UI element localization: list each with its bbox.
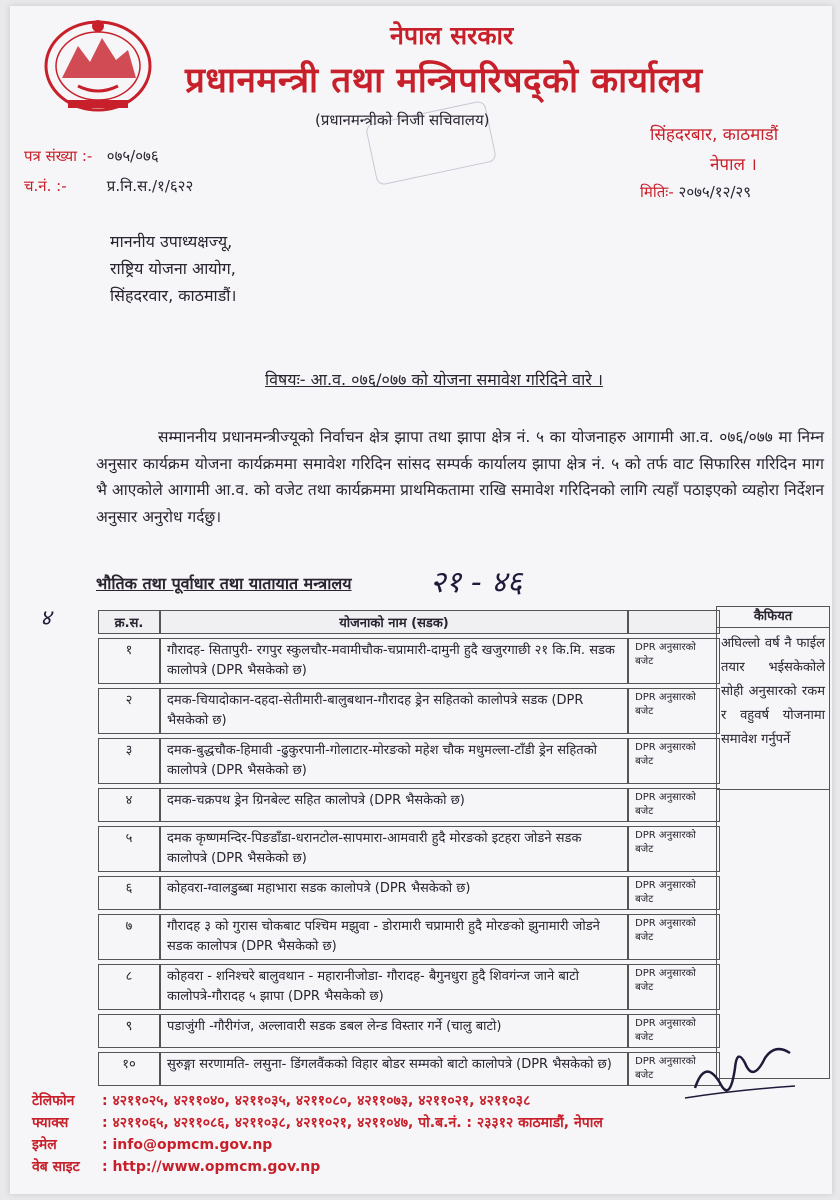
header-serial: क्र.स. [98, 610, 160, 634]
row-project-name: दमक-चियादोकान-दहदा-सेतीमारी-बालुबथान-गौरादह ड्रेन सहितको कालोपत्रे सडक (DPR भैसकेको छ) [160, 688, 628, 734]
table-row [98, 1052, 720, 1086]
table-row [98, 1014, 720, 1048]
row-project-name: कोहवरा-ग्वालडुब्बा महाभारा सडक कालोपत्रे (DPR भैसकेको छ) [160, 876, 628, 910]
secretariat-subtitle: (प्रधानमन्त्रीको निजी सचिवालय) [315, 111, 490, 129]
row-serial: ३ [98, 738, 160, 784]
addressee-line: सिंहदरवार, काठमाडौं। [110, 286, 237, 305]
row-status: DPR अनुसारको बजेट [628, 826, 720, 872]
office-address: सिंहदरबार, काठमाडौं [650, 125, 779, 145]
email-label: इमेल [32, 1137, 57, 1153]
row-project-name: पडाजुंगी -गौरीगंज, अल्लावारी सडक डबल लेन्ड विस्तार गर्ने (चालु बाटो) [160, 1014, 628, 1048]
website-label: वेब साइट [32, 1159, 80, 1175]
table-row [98, 826, 720, 872]
row-status: DPR अनुसारको बजेट [628, 738, 720, 784]
footer-fax [32, 1112, 603, 1134]
letter-page [10, 6, 832, 1194]
footer-email [32, 1134, 603, 1156]
table-row [98, 638, 720, 684]
table-row [98, 688, 720, 734]
row-serial: ९ [98, 1014, 160, 1048]
row-status: DPR अनुसारको बजेट [628, 788, 720, 822]
table-row [98, 876, 720, 910]
row-project-name: दमक-चक्रपथ ड्रेन ग्रिनबेल्ट सहित कालोपत्रे (DPR भैसकेको छ) [160, 788, 628, 822]
phone-value: : ४२११०२५, ४२११०४०, ४२११०३५, ४२११०८०, ४२११०७३, ४२११०२१, ४२११०३८ [102, 1093, 531, 1109]
letter-number-value: ०७५/०७६ [106, 147, 159, 165]
row-serial: १० [98, 1052, 160, 1086]
dispatch-number-label: च.नं. :- [24, 177, 67, 195]
dispatch-number [24, 176, 193, 196]
row-project-name: गौरादह- सितापुरी- रगपुर स्कुलचौर-मवामीचौक-चप्रामारी-दामुनी हुदै खजुरगाछी २१ कि.मि. सडक कालोपत्रे (DPR भैसकेको छ) [160, 638, 628, 684]
addressee-line: राष्ट्रिय योजना आयोग, [110, 259, 236, 278]
email-link[interactable]: : info@opmcm.gov.np [102, 1137, 273, 1153]
footer-contacts [32, 1090, 603, 1178]
row-serial: ६ [98, 876, 160, 910]
date-label: मितिः- [640, 183, 674, 201]
website-link[interactable]: : http://www.opmcm.gov.np [102, 1159, 321, 1175]
addressee-line: माननीय उपाध्यक्षज्यू, [110, 232, 233, 251]
row-serial: ५ [98, 826, 160, 872]
signature-icon [675, 1028, 805, 1108]
table-row [98, 964, 720, 1010]
date-value: २०७५/१२/२९ [678, 183, 752, 201]
row-status: DPR अनुसारको बजेट [628, 638, 720, 684]
ministry-heading: भौतिक तथा पूर्वाधार तथा यातायात मन्त्रालय [96, 574, 352, 593]
fax-value: : ४२११०६५, ४२११०८६, ४२११०३८, ४२११०२१, ४२११०४७, पो.ब.नं. : २३३१२ काठमाडौं, नेपाल [102, 1115, 603, 1131]
header-status [628, 610, 720, 634]
letter-date [640, 182, 751, 202]
dispatch-number-value: प्र.नि.स./१/६२२ [106, 177, 194, 195]
table-header-row [98, 610, 720, 634]
nepal-emblem-icon [38, 16, 158, 116]
row-serial: ८ [98, 964, 160, 1010]
letter-number-label: पत्र संख्या :- [24, 147, 93, 165]
letter-number [24, 146, 159, 166]
header-project-name: योजनाको नाम (सडक) [160, 610, 628, 634]
row-serial: २ [98, 688, 160, 734]
row-project-name: सुरुङ्गा सरणामति- लसुना- डिंगलवैंकको विहार बोडर सम्मको बाटो कालोपत्रे (DPR भैसकेको छ) [160, 1052, 628, 1086]
row-project-name: कोहवरा - शनिश्चरे बालुवथान - महारानीजोडा- गौरादह- बैगुनधुरा हुदै शिवगंन्ज जाने बाटो कालोपत्रे-गौरादह ५ झापा (DPR भैसकेको छ) [160, 964, 628, 1010]
row-status: DPR अनुसारको बजेट [628, 688, 720, 734]
handwritten-note: २१ - ४६ [430, 565, 523, 600]
footer-website [32, 1156, 603, 1178]
office-title: प्रधानमन्त्री तथा मन्त्रिपरिषद्को कार्यालय [185, 61, 703, 101]
row-serial: ४ [98, 788, 160, 822]
table-row [98, 914, 720, 960]
subject-line: विषयः- आ.व. ०७६/०७७ को योजना समावेश गरिदिने वारे । [265, 370, 603, 389]
row-serial: १ [98, 638, 160, 684]
addressee-block [110, 228, 236, 309]
letter-body: सम्माननीय प्रधानमन्त्रीज्यूको निर्वाचन क्षेत्र झापा तथा झापा क्षेत्र नं. ५ का योजनाहरु आगामी आ.व. ०७६/०७७ मा निम्न अनुसार कार्यक्रम योजना कार्यक्रममा समावेश गरिदिन सांसद सम्पर्क कार्यालय झापा क्षेत्र नं. ५ को तर्फ वाट सिफारिस गरिदिन माग भै आएकोले आगामी आ.व. को वजेट तथा कार्यक्रममा प्राथमिकतामा राखि समावेश गरिदिनको लागि त्यहाँ पठाइएको व्यहोरा निर्देशन अनुसार अनुरोध गर्दछु। [96, 428, 824, 526]
project-table [98, 606, 720, 1090]
row-serial: ७ [98, 914, 160, 960]
remarks-column [716, 606, 830, 790]
row-status: DPR अनुसारको बजेट [628, 964, 720, 1010]
row-status: DPR अनुसारको बजेट [628, 1052, 720, 1086]
government-heading: नेपाल सरकार [390, 21, 514, 50]
row-project-name: गौरादह ३ को गुरास चोकबाट पश्चिम मझुवा - डोरामारी चप्रामारी हुदै मोरङको झुनामारी जोडने सडक कालोपत्र (DPR भैसकेको छ) [160, 914, 628, 960]
table-row [98, 738, 720, 784]
table-row [98, 788, 720, 822]
fax-label: फ्याक्स [32, 1115, 69, 1131]
office-country: नेपाल । [710, 155, 757, 175]
header-remarks: कैफियत [717, 607, 829, 628]
row-project-name: दमक कृष्णमन्दिर-पिङडाँडा-धरानटोल-सापमारा-आमवारी हुदै मोरङको इटहरा जोडने सडक कालोपत्रे (DPR भैसकेको छ) [160, 826, 628, 872]
remarks-text: अघिल्लो वर्ष नै फाईल तयार भईसकेकोले सोही अनुसारको रकम र वहुवर्ष योजनामा समावेश गर्नुपर्ने [721, 636, 825, 747]
handwritten-margin-mark: ४ [40, 606, 52, 631]
footer-phone [32, 1090, 603, 1112]
phone-label: टेलिफोन [32, 1093, 75, 1109]
row-status: DPR अनुसारको बजेट [628, 876, 720, 910]
row-status: DPR अनुसारको बजेट [628, 914, 720, 960]
row-project-name: दमक-बुद्धचौक-हिमावी -ढुकुरपानी-गोलाटार-मोरङको महेश चौक मधुमल्ला-टाँडी ड्रेन सहितको कालोपत्रे (DPR भैसकेको छ) [160, 738, 628, 784]
row-status: DPR अनुसारको बजेट [628, 1014, 720, 1048]
